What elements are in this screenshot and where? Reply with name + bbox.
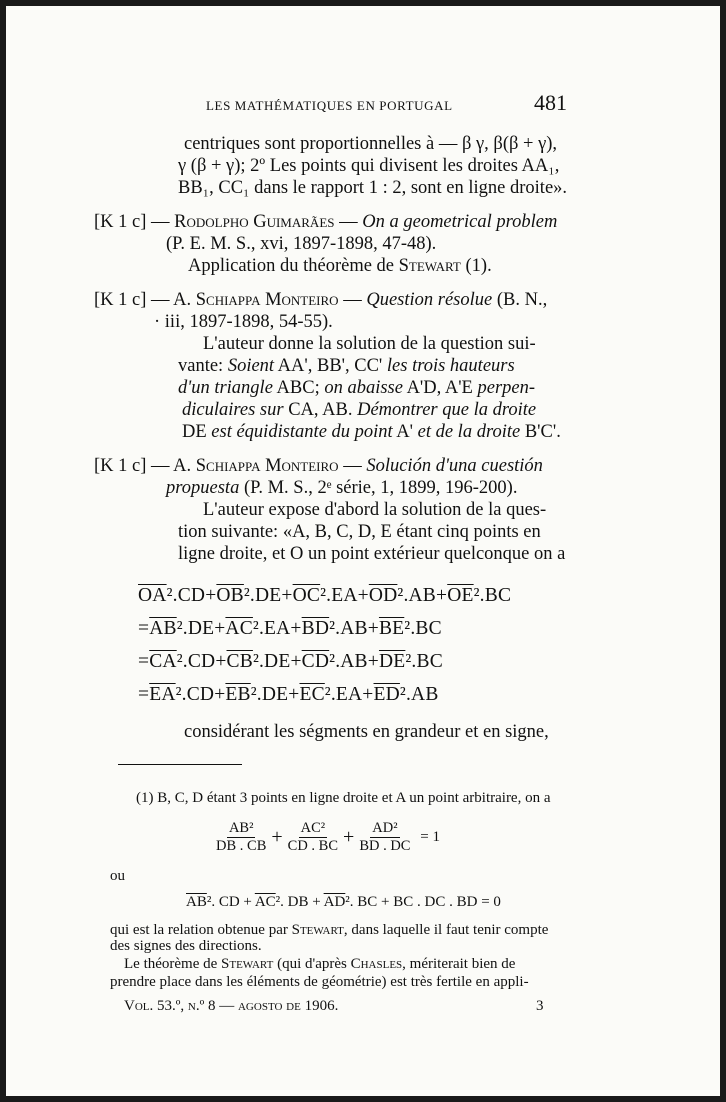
equation-text: ². BC + BC . DC . BD = 0 <box>345 894 501 910</box>
segment-overlined: $\overline{CD}$ <box>301 651 330 672</box>
work-title: Solución d'una cuestión <box>366 456 543 476</box>
author-name: Schiappa Monteiro <box>195 456 339 476</box>
equation-line-4 <box>138 684 439 706</box>
segment-overlined: $\overline{BE}$ <box>378 618 405 639</box>
segment-overlined: $\overline{BD}$ <box>301 618 330 639</box>
footnote-line: prendre place dans les éléments de géométrie) est très fertile en appli- <box>110 974 529 990</box>
fraction: $\frac{\text{AD²}}{BD . DC}$ <box>359 820 411 854</box>
equation-text: ².AB <box>399 684 439 705</box>
text-line: L'auteur donne la solution de la question sui- <box>203 334 536 354</box>
segment-overlined: $\overline{OA}$ <box>138 585 167 606</box>
text-line: · iii, 1897-1898, 54-55). <box>154 312 333 332</box>
work-title: On a geometrical problem <box>362 212 558 232</box>
footer-signature: 3 <box>536 998 544 1014</box>
text-line: ligne droite, et O un point extérieur quelconque on a <box>178 544 566 564</box>
segment-overlined: $\overline{AB}$ <box>149 618 177 639</box>
segment-overlined: $\overline{AD}$ <box>323 894 346 910</box>
segment-overlined: $\overline{EC}$ <box>299 684 325 705</box>
footer-volume: Vol. 53.º, n.º 8 — agosto de 1906. <box>124 998 339 1014</box>
equation-text: ².DE+ <box>176 618 226 639</box>
equation-text: ².AB+ <box>329 618 379 639</box>
text-line: tion suivante: «A, B, C, D, E étant cinq points en <box>178 522 541 542</box>
footnote-rule <box>118 764 242 765</box>
footnote-line: des signes des directions. <box>110 938 262 954</box>
equation-text: ².AB+ <box>329 651 379 672</box>
equation-text: ².EA+ <box>252 618 302 639</box>
text-line: L'auteur expose d'abord la solution de la ques- <box>203 500 547 520</box>
equation-text: ².DE+ <box>252 651 302 672</box>
segment-overlined: $\overline{CA}$ <box>149 651 177 672</box>
equation-text: ².DE+ <box>243 585 293 606</box>
equation-line-3 <box>138 651 443 673</box>
page-number: 481 <box>534 90 567 115</box>
author-name: Schiappa Monteiro <box>195 290 339 310</box>
text-line: diculaires sur CA, AB. Démontrer que la droite <box>182 400 537 420</box>
equation-text: ².BC <box>473 585 512 606</box>
segment-overlined: $\overline{OD}$ <box>368 585 398 606</box>
segment-overlined: $\overline{CB}$ <box>226 651 253 672</box>
equation-text: ². CD + <box>206 894 255 910</box>
fraction: $\frac{\text{AB²}}{DB . CB}$ <box>216 820 267 854</box>
text-line: centriques sont proportionnelles à — β γ, β(β + γ), <box>184 134 558 154</box>
fraction: $\frac{\text{AC²}}{CD . BC}$ <box>287 820 339 854</box>
equation-line-2 <box>138 618 442 640</box>
equation-text: ².CD+ <box>175 684 226 705</box>
document-page <box>6 6 720 1096</box>
footnote-line: Le théorème de Stewart (qui d'après Chasles, mériterait bien de <box>124 956 516 972</box>
footnote-line-equation <box>186 894 501 911</box>
segment-overlined: $\overline{AC}$ <box>225 618 253 639</box>
equation-text: ².DE+ <box>250 684 300 705</box>
equation-text: ².BC <box>404 618 442 639</box>
text-line: considérant les ségments en grandeur et en signe, <box>184 722 549 742</box>
equation-text: ². DB + <box>275 894 324 910</box>
equation-text: ².EA+ <box>324 684 374 705</box>
equation-text: ².BC <box>405 651 443 672</box>
footnote-line: (1) B, C, D étant 3 points en ligne droite et A un point arbitraire, on a <box>136 790 551 806</box>
footnote-word-ou: ou <box>110 868 125 884</box>
footnote-fraction-equation: $\frac{\text{AB²}}{DB . CB}$ + $\frac{\text{AC²}}{CD . BC}$ + $\frac{\text{AD²}}{BD . DC}$ = 1 <box>216 820 440 854</box>
equation-text: ².CD+ <box>176 651 227 672</box>
text-line: d'un triangle ABC; on abaisse A'D, A'E perpen- <box>178 378 536 398</box>
equation-text: ².AB+ <box>397 585 448 606</box>
text-line: BB₁, CC₁ dans le rapport 1 : 2, sont en ligne droite». <box>178 178 568 198</box>
equation-text: ².EA+ <box>320 585 369 606</box>
author-name: Rodolpho Guimarães <box>174 212 335 232</box>
segment-overlined: $\overline{AB}$ <box>186 894 207 910</box>
entry-guimaraes-heading: [K 1 c] — Rodolpho Guimarães — On a geometrical problem <box>94 212 558 232</box>
segment-overlined: $\overline{AC}$ <box>254 894 276 910</box>
segment-overlined: $\overline{OC}$ <box>292 585 321 606</box>
segment-overlined: $\overline{EA}$ <box>149 684 176 705</box>
equation-text: = <box>138 651 150 672</box>
running-title: LES MATHÉMATIQUES EN PORTUGAL <box>206 98 453 113</box>
segment-overlined: $\overline{ED}$ <box>373 684 400 705</box>
segment-overlined: $\overline{OE}$ <box>447 585 474 606</box>
equation-text: = <box>138 684 150 705</box>
equation-text: ².CD+ <box>166 585 217 606</box>
footnote-line: qui est la relation obtenue par Stewart, dans laquelle il faut tenir compte <box>110 922 549 938</box>
segment-overlined: $\overline{EB}$ <box>225 684 251 705</box>
text-line: γ (β + γ); 2º Les points qui divisent les droites AA₁, <box>178 156 560 176</box>
text-line: DE est équidistante du point A' et de la droite B'C'. <box>182 422 561 442</box>
text-line: (P. E. M. S., xvi, 1897-1898, 47-48). <box>166 234 437 254</box>
segment-overlined: $\overline{DE}$ <box>378 651 406 672</box>
text-line: Application du théorème de Stewart (1). <box>188 256 492 276</box>
equation-line-1 <box>138 585 511 607</box>
equation-text: = <box>138 618 150 639</box>
entry-schiappa-1-heading: [K 1 c] — A. Schiappa Monteiro — Question résolue (B. N., <box>94 290 548 310</box>
entry-schiappa-2-heading: [K 1 c] — A. Schiappa Monteiro — Solución d'una cuestión <box>94 456 543 476</box>
segment-overlined: $\overline{OB}$ <box>216 585 244 606</box>
text-line: propuesta (P. M. S., 2ᵉ série, 1, 1899, 196-200). <box>166 478 518 498</box>
work-title: Question résolue <box>366 290 493 310</box>
text-line: vante: Soient AA', BB', CC' les trois hauteurs <box>178 356 515 376</box>
